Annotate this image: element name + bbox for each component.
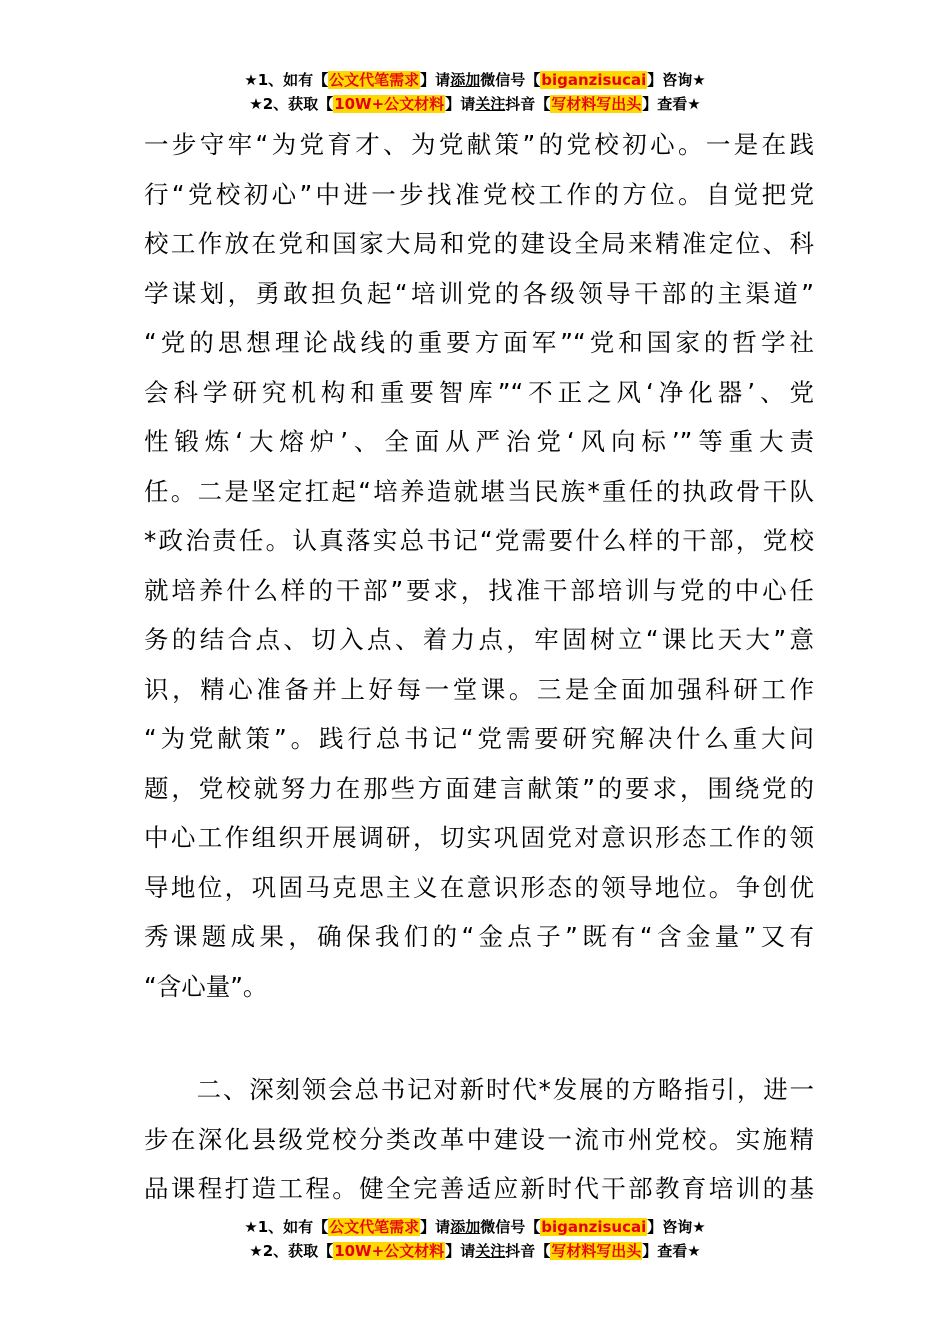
text-line: 导地位，巩固马克思主义在意识形态的领导地位。争创优 — [144, 872, 814, 902]
text-line: 行“党校初心”中进一步找准党校工作的方位。自觉把党 — [144, 179, 814, 209]
banner-highlight: 10W+公文材料 — [334, 95, 445, 113]
text-line: 秀课题成果，确保我们的“金点子”既有“含金量”又有 — [144, 922, 814, 951]
banner-line-1: ★1、如有【公文代笔需求】请添加微信号【biganzisucai】咨询★ — [244, 71, 706, 89]
header-banner — [0, 68, 950, 116]
banner-highlight: 10W+公文材料 — [334, 1242, 445, 1260]
text-line: 性锻炼‘大熔炉’、全面从严治党‘风向标’”等重大责 — [144, 427, 814, 456]
text-line: 二、深刻领会总书记对新时代*发展的方略指引，进一 — [144, 1075, 814, 1104]
paragraph-1 — [144, 120, 814, 1011]
text-line: 品课程打造工程。健全完善适应新时代干部教育培训的基 — [144, 1174, 814, 1203]
text-line: 题，党校就努力在那些方面建言献策”的要求，围绕党的 — [144, 773, 814, 803]
text-line: 任。二是坚定扛起“培养造就堪当民族*重任的执政骨干队 — [144, 476, 814, 506]
banner-line-1: ★1、如有【公文代笔需求】请添加微信号【biganzisucai】咨询★ — [244, 1218, 706, 1236]
text-line: 识，精心准备并上好每一堂课。三是全面加强科研工作 — [144, 674, 814, 704]
text-line: *政治责任。认真落实总书记“党需要什么样的干部，党校 — [144, 526, 814, 555]
douyin-id-highlight: 写材料写出头 — [551, 1242, 642, 1260]
paragraph-2 — [144, 1065, 814, 1214]
text-line: 就培养什么样的干部”要求，找准干部培训与党的中心任 — [144, 575, 814, 605]
text-line: 一步守牢“为党育才、为党献策”的党校初心。一是在践 — [144, 130, 814, 159]
douyin-id-highlight: 写材料写出头 — [551, 95, 642, 113]
text-line: “为党献策”。践行总书记“党需要研究解决什么重大问 — [144, 724, 814, 753]
text-line: “含心量”。 — [144, 971, 268, 1001]
text-line: 务的结合点、切入点、着力点，牢固树立“课比天大”意 — [144, 625, 814, 654]
wechat-id-highlight: biganzisucai — [541, 71, 647, 89]
banner-line-2: ★2、获取【10W+公文材料】请关注抖音【写材料写出头】查看★ — [249, 95, 701, 113]
text-line: 中心工作组织开展调研，切实巩固党对意识形态工作的领 — [144, 823, 814, 852]
text-line: “党的思想理论战线的重要方面军”“党和国家的哲学社 — [144, 328, 814, 357]
banner-underline-text: 关注 — [475, 95, 506, 113]
banner-underline-text: 关注 — [475, 1242, 506, 1260]
banner-underline-text: 添加 — [450, 71, 481, 89]
text-line: 学谋划，勇敢担负起“培训党的各级领导干部的主渠道” — [144, 278, 814, 308]
footer-banner — [0, 1215, 950, 1263]
banner-line-2: ★2、获取【10W+公文材料】请关注抖音【写材料写出头】查看★ — [249, 1242, 701, 1260]
text-line: 步在深化县级党校分类改革中建设一流市州党校。实施精 — [144, 1124, 814, 1154]
banner-highlight: 公文代笔需求 — [329, 1218, 420, 1236]
wechat-id-highlight: biganzisucai — [541, 1218, 647, 1236]
banner-underline-text: 添加 — [450, 1218, 481, 1236]
text-line: 校工作放在党和国家大局和党的建设全局来精准定位、科 — [144, 229, 814, 258]
banner-highlight: 公文代笔需求 — [329, 71, 420, 89]
text-line: 会科学研究机构和重要智库”“不正之风‘净化器’、党 — [144, 377, 814, 407]
